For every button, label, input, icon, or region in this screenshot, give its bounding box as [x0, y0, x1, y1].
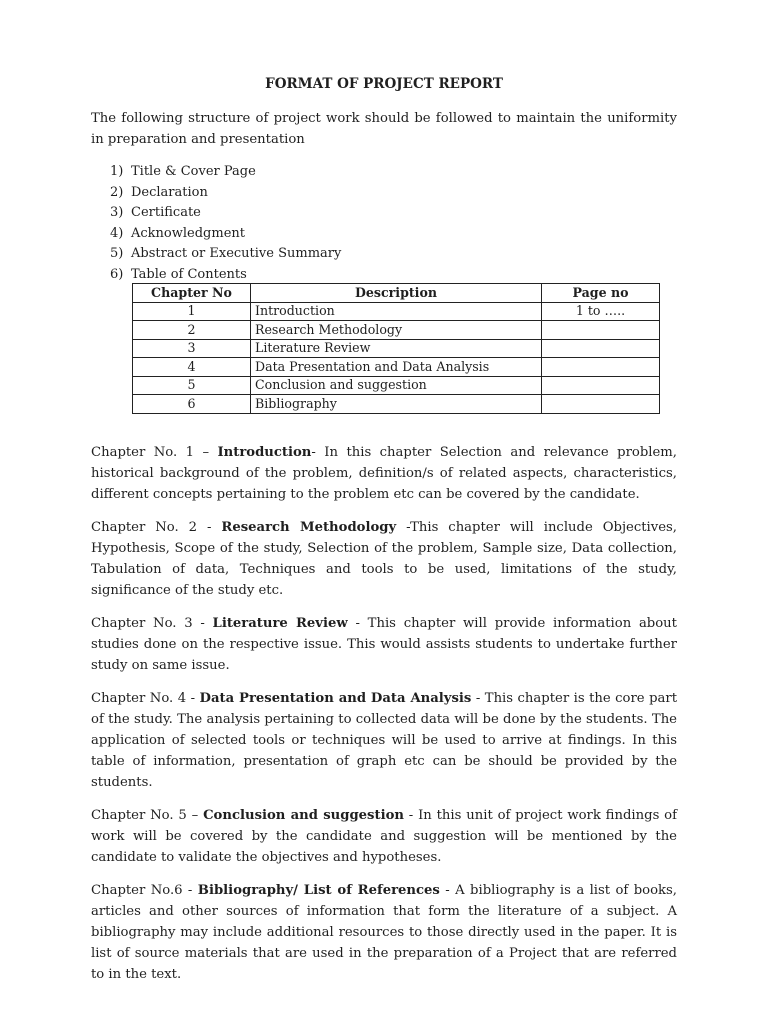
list-item-label: Table of Contents: [131, 266, 247, 282]
list-item-label: Abstract or Executive Summary: [131, 246, 342, 261]
chapter-prefix: Chapter No. 1 –: [91, 444, 218, 460]
table-header-row: [133, 284, 660, 303]
column-header-page-no: Page no: [542, 284, 660, 303]
table-row: [133, 358, 660, 377]
list-item: [110, 265, 677, 286]
list-item: [110, 162, 677, 183]
list-item-number: 3): [110, 205, 124, 220]
cell-page-no: [542, 321, 660, 340]
chapter-heading: Introduction: [217, 444, 312, 460]
chapter-body: - In this chapter Selection and relevance problem, historical background of the problem, definition/s of related aspects, characteristics, different concepts pertaining to the problem etc can be covered by the candidate.: [91, 444, 677, 502]
list-item-number: 1): [110, 164, 124, 179]
contents-table: [132, 283, 660, 414]
chapter-1-paragraph: [91, 442, 677, 505]
cell-page-no: [542, 358, 660, 377]
chapter-prefix: Chapter No.6 -: [91, 882, 198, 898]
chapter-prefix: Chapter No. 3 -: [91, 615, 213, 631]
table-row: [133, 302, 660, 321]
chapter-heading: Bibliography/ List of References: [197, 882, 440, 898]
column-header-chapter-no: Chapter No: [133, 284, 251, 303]
chapter-5-paragraph: [91, 805, 677, 868]
list-item-number: 4): [110, 225, 124, 241]
cell-chapter-no: 5: [133, 376, 251, 395]
table-row: [133, 395, 660, 414]
column-header-description: Description: [251, 284, 542, 303]
cell-description: Bibliography: [251, 395, 542, 414]
list-item: [110, 203, 677, 224]
chapter-heading: Literature Review: [212, 615, 348, 631]
chapter-prefix: Chapter No. 2 -: [91, 519, 222, 535]
chapter-heading: Data Presentation and Data Analysis: [199, 690, 472, 706]
chapter-body: -This chapter will include Objectives, Hypothesis, Scope of the study, Selection of the problem, Sample size, Data collection, Tabulation of data, Techniques and tools to be used, limitations of the study, significance of the study etc.: [91, 519, 677, 598]
list-item-label: Acknowledgment: [131, 225, 245, 241]
structure-list: [91, 162, 677, 285]
chapter-body: - A bibliography is a list of books, articles and other sources of information that form the literature of a subject. A bibliography may include additional resources to those directly used in the paper. It is list of source materials that are used in the preparation of a Project that are referred to in the text.: [91, 882, 677, 982]
cell-chapter-no: 6: [133, 395, 251, 414]
list-item-number: 2): [110, 184, 124, 200]
cell-page-no: [542, 376, 660, 395]
cell-chapter-no: 2: [133, 321, 251, 340]
page-title: FORMAT OF PROJECT REPORT: [265, 76, 503, 92]
chapter-body: - This chapter is the core part of the study. The analysis pertaining to collected data will be done by the students. The application of selected tools or techniques will be used to arrive at findings. In this table of information, presentation of graph etc can be should be provided by the students.: [91, 690, 677, 790]
list-item-label: Certificate: [131, 205, 201, 220]
table-row: [133, 339, 660, 358]
cell-description: Introduction: [251, 302, 542, 321]
list-item: [110, 183, 677, 204]
list-item: [110, 224, 677, 245]
chapter-3-paragraph: [91, 613, 677, 676]
cell-page-no: 1 to …..: [542, 302, 660, 321]
list-item-label: Declaration: [131, 184, 208, 200]
chapter-heading: Research Methodology: [221, 519, 397, 535]
cell-description: Research Methodology: [251, 321, 542, 340]
cell-page-no: [542, 339, 660, 358]
chapter-prefix: Chapter No. 5 –: [91, 807, 204, 823]
chapter-4-paragraph: [91, 688, 677, 793]
chapter-6-paragraph: [91, 880, 677, 985]
cell-chapter-no: 3: [133, 339, 251, 358]
chapter-heading: Conclusion and suggestion: [203, 807, 404, 823]
list-item-number: 5): [110, 246, 124, 261]
chapter-prefix: Chapter No. 4 -: [91, 690, 200, 706]
intro-paragraph: The following structure of project work should be followed to maintain the uniformity in preparation and presentation: [91, 111, 677, 147]
cell-description: Conclusion and suggestion: [251, 376, 542, 395]
list-item-label: Title & Cover Page: [131, 164, 256, 179]
chapter-2-paragraph: [91, 517, 677, 601]
cell-description: Data Presentation and Data Analysis: [251, 358, 542, 377]
table-row: [133, 321, 660, 340]
list-item-number: 6): [110, 266, 124, 282]
chapter-body: - This chapter will provide information about studies done on the respective issue. This would assists students to undertake further study on same issue.: [91, 615, 677, 673]
chapter-body: - In this unit of project work findings of work will be covered by the candidate and suggestion will be mentioned by the candidate to validate the objectives and hypotheses.: [91, 807, 677, 865]
table-row: [133, 376, 660, 395]
cell-description: Literature Review: [251, 339, 542, 358]
cell-chapter-no: 1: [133, 302, 251, 321]
cell-page-no: [542, 395, 660, 414]
cell-chapter-no: 4: [133, 358, 251, 377]
list-item: [110, 244, 677, 265]
